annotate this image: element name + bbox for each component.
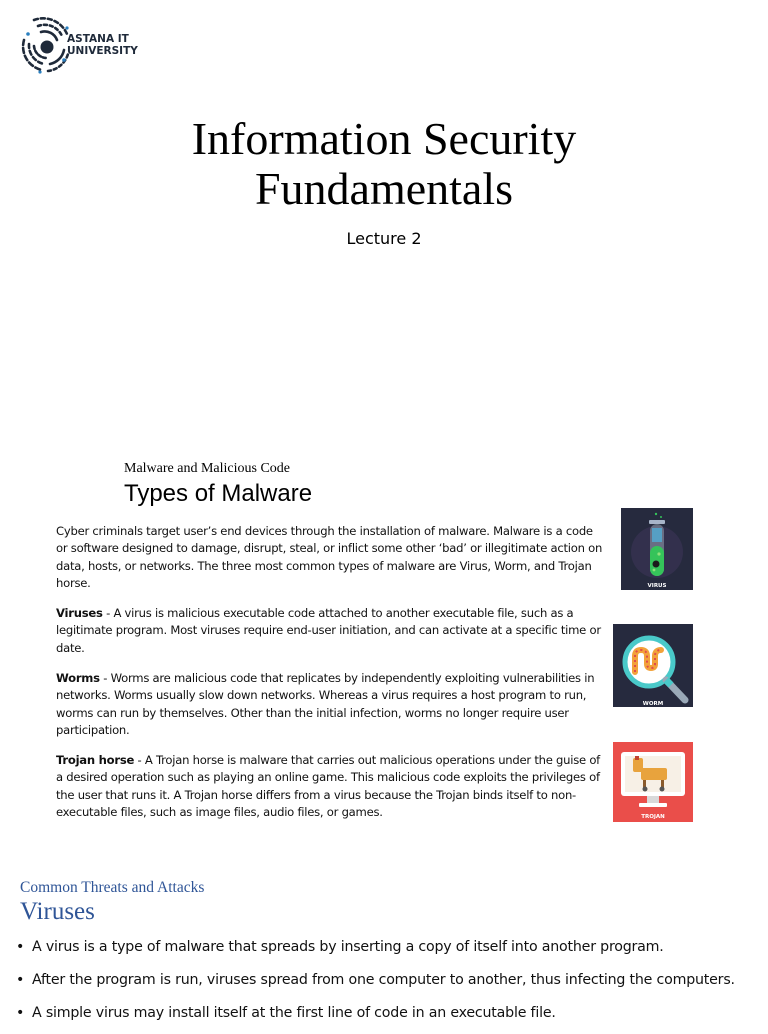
bullet-item (16, 968, 756, 1001)
worm-caption: WORM (642, 701, 664, 707)
worms-paragraph (56, 670, 606, 739)
virus-test-tube-icon (621, 508, 693, 590)
viruses-description: - A virus is malicious executable code attached to another executable file, such as a legitimate program. Most viruses require end-user initiation, and can activate at a specific time or date. (56, 606, 601, 655)
bullet-text: A simple virus may install itself at the first line of code in an executable file. (32, 1005, 556, 1021)
presentation-title: Information Security Fundamentals (191, 113, 577, 214)
university-logo (20, 14, 150, 76)
virus-image (621, 508, 693, 590)
trojan-term: Trojan horse (56, 753, 135, 767)
worm-magnifier-icon (613, 624, 693, 707)
malware-section-label: Malware and Malicious Code (124, 461, 291, 476)
worms-term: Worms (56, 671, 100, 685)
trojan-caption: TROJAN (641, 814, 665, 820)
malware-slide-heading: Types of Malware (124, 480, 313, 507)
viruses-slide-heading: Viruses (20, 898, 95, 925)
trojan-horse-monitor-icon (613, 742, 693, 822)
worm-image (613, 624, 693, 707)
threats-section-label: Common Threats and Attacks (20, 879, 205, 896)
bullet-icon: • (16, 939, 25, 955)
worms-description: - Worms are malicious code that replicates by independently exploiting vulnerabilities in networks. Worms usually slow down networks. Whereas a virus requires a host program to run, worms can run by themselves. Other than the initial infection, worms no longer require user participation. (56, 671, 595, 737)
logo-line-1: ASTANA IT (67, 33, 129, 45)
trojan-description: - A Trojan horse is malware that carries out malicious operations under the guise of a desired operation such as playing an online game. This malicious code exploits the privileges of the user that runs it. A Trojan horse differs from a virus because the Trojan binds itself to non-executable files, such as image files, audio files, or games. (56, 753, 601, 819)
bullet-item (16, 1001, 756, 1034)
viruses-paragraph (56, 605, 606, 657)
viruses-term: Viruses (56, 606, 103, 620)
bullet-item (16, 935, 756, 968)
trojan-paragraph (56, 752, 606, 821)
trojan-image (613, 742, 693, 822)
logo-line-2: UNIVERSITY (67, 45, 138, 57)
presentation-subtitle: Lecture 2 (346, 229, 422, 248)
malware-intro-paragraph: Cyber criminals target user’s end devices through the installation of malware. Malware is a code or software designed to damage, disrupt, steal, or inflict some other ‘bad’ or illegitimate action on data, hosts, or networks. The three most common types of malware are Virus, Worm, and Trojan horse. (56, 524, 603, 590)
bullet-icon: • (16, 972, 25, 988)
bullet-text: A virus is a type of malware that spreads by inserting a copy of itself into another program. (32, 939, 664, 955)
astana-it-university-logo-icon (20, 14, 72, 76)
logo-wordmark (67, 33, 138, 57)
bullet-text: After the program is run, viruses spread from one computer to another, thus infecting the computers. (32, 972, 735, 988)
viruses-bullet-list (16, 935, 756, 1034)
virus-caption: VIRUS (647, 583, 667, 589)
bullet-icon: • (16, 1005, 25, 1021)
